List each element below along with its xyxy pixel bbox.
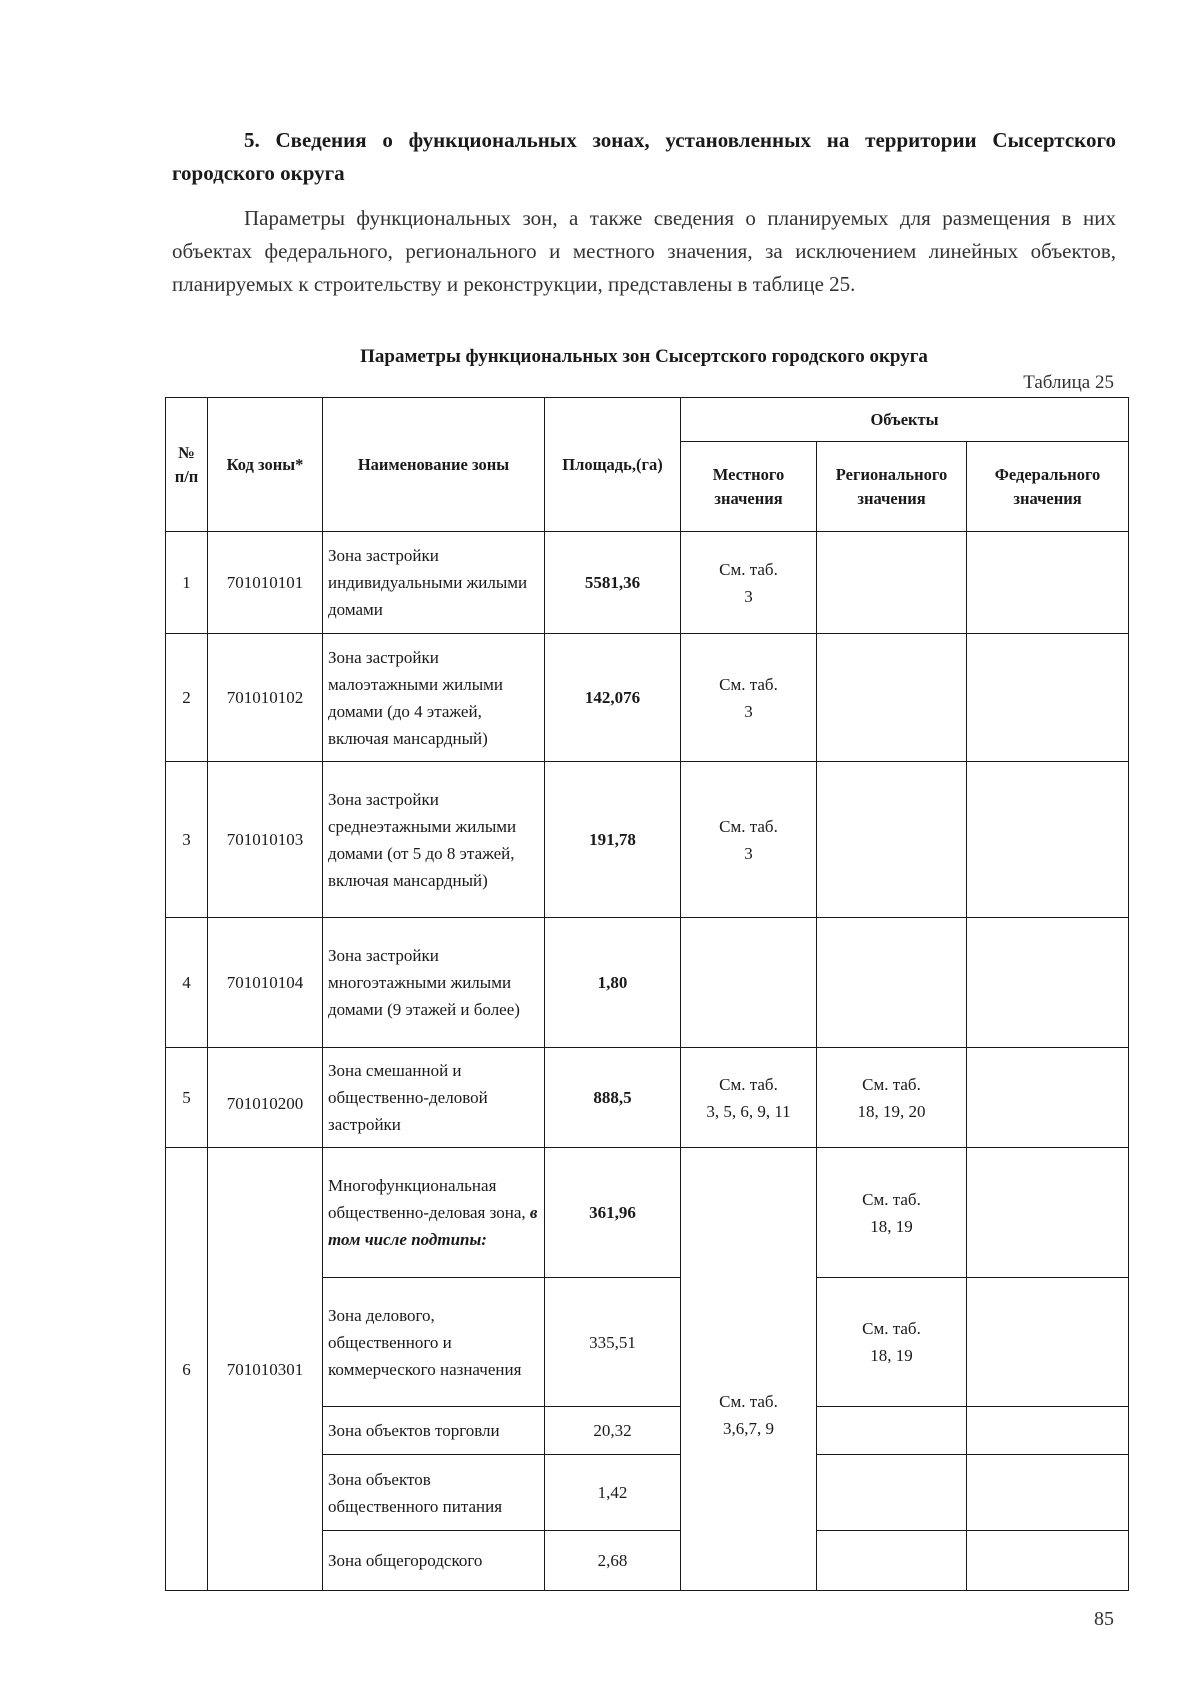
row-zone-name: Зона общегородского: [323, 1531, 545, 1591]
table-row: [166, 1148, 1129, 1278]
local-ref-line2: 3,6,7, 9: [723, 1419, 774, 1438]
row-local-ref: [681, 918, 817, 1048]
row-zone-name: Зона делового, общественного и коммерческого назначения: [323, 1278, 545, 1407]
row-area: 142,076: [545, 634, 681, 762]
row-federal-ref: [967, 762, 1129, 918]
header-area: Площадь,(га): [545, 398, 681, 532]
row-federal-ref: [967, 1531, 1129, 1591]
local-ref-line1: См. таб.: [719, 1392, 778, 1411]
row-area: 20,32: [545, 1407, 681, 1455]
row-zone-name: Зона застройки малоэтажными жилыми домами (до 4 этажей, включая мансардный): [323, 634, 545, 762]
header-name: Наименование зоны: [323, 398, 545, 532]
regional-ref-line1: См. таб.: [862, 1319, 921, 1338]
row-federal-ref: [967, 1048, 1129, 1148]
section-heading: 5. Сведения о функциональных зонах, установленных на территории Сысертского городского округа: [172, 128, 1116, 185]
row-num: 2: [166, 634, 208, 762]
table-caption: Параметры функциональных зон Сысертского городского округа: [360, 346, 928, 367]
table-row: [166, 532, 1129, 634]
row-local-ref: [681, 1048, 817, 1148]
zone-subtypes-note: в том числе подтипы:: [328, 1203, 538, 1249]
row-area: 335,51: [545, 1278, 681, 1407]
zone-name-text: Многофункциональная общественно-деловая зона,: [328, 1176, 526, 1222]
zones-table: [165, 397, 1129, 1591]
row-code: 701010102: [208, 634, 323, 762]
page-number: 85: [1094, 1608, 1114, 1630]
row-regional-ref: [817, 1048, 967, 1148]
regional-ref-line2: 18, 19: [870, 1216, 913, 1236]
table-row: [166, 634, 1129, 762]
header-regional: Регионального значения: [817, 442, 967, 532]
row-area: 1,42: [545, 1455, 681, 1531]
row-regional-ref: [817, 918, 967, 1048]
row-federal-ref: [967, 532, 1129, 634]
row-code: 701010200: [208, 1048, 323, 1148]
row-zone-name: [323, 1148, 545, 1278]
row-federal-ref: [967, 918, 1129, 1048]
local-ref-text: См. таб. 3: [719, 674, 778, 721]
row-regional-ref: [817, 1455, 967, 1531]
row-federal-ref: [967, 1455, 1129, 1531]
row-local-ref: [681, 532, 817, 634]
table-row: [166, 918, 1129, 1048]
row-area: 2,68: [545, 1531, 681, 1591]
row-regional-ref: [817, 762, 967, 918]
regional-ref-line2: 18, 19, 20: [857, 1101, 926, 1121]
row-regional-ref: [817, 1407, 967, 1455]
row-zone-name: Зона застройки индивидуальными жилыми домами: [323, 532, 545, 634]
row-code: 701010103: [208, 762, 323, 918]
table-row: [166, 762, 1129, 918]
row-area: 1,80: [545, 918, 681, 1048]
row-zone-name: Зона объектов общественного питания: [323, 1455, 545, 1531]
row-num: 4: [166, 918, 208, 1048]
row-area: 5581,36: [545, 532, 681, 634]
row-code: 701010104: [208, 918, 323, 1048]
row-federal-ref: [967, 1278, 1129, 1407]
row-local-ref: [681, 634, 817, 762]
row-federal-ref: [967, 634, 1129, 762]
table-row: [166, 1048, 1129, 1148]
row-area: 361,96: [545, 1148, 681, 1278]
row-code: 701010301: [208, 1148, 323, 1591]
regional-ref-line2: 18, 19: [870, 1346, 913, 1365]
local-ref-line2: 3, 5, 6, 9, 11: [706, 1101, 791, 1121]
header-num: № п/п: [166, 398, 208, 532]
intro-paragraph: Параметры функциональных зон, а также сведения о планируемых для размещения в них объектах федерального, регионального и местного значения, за исключением линейных объектов, планируемых к строительству и реконструкции, представлены в таблице 25.: [172, 206, 1116, 296]
row-regional-ref: [817, 634, 967, 762]
header-local: Местного значения: [681, 442, 817, 532]
header-code: Код зоны*: [208, 398, 323, 532]
regional-ref-line1: См. таб.: [862, 1189, 921, 1209]
row-local-ref: [681, 1148, 817, 1591]
row-area: 191,78: [545, 762, 681, 918]
header-federal: Федерального значения: [967, 442, 1129, 532]
header-objects: Объекты: [681, 398, 1129, 442]
row-num: 3: [166, 762, 208, 918]
local-ref-text: См. таб. 3: [719, 559, 778, 606]
row-regional-ref: [817, 1148, 967, 1278]
row-regional-ref: [817, 1531, 967, 1591]
row-zone-name: Зона смешанной и общественно-деловой застройки: [323, 1048, 545, 1148]
row-area: 888,5: [545, 1048, 681, 1148]
row-num: 1: [166, 532, 208, 634]
local-ref-line1: См. таб.: [719, 1074, 778, 1094]
row-zone-name: Зона застройки среднеэтажными жилыми домами (от 5 до 8 этажей, включая мансардный): [323, 762, 545, 918]
row-num: 5: [166, 1048, 208, 1148]
row-regional-ref: [817, 1278, 967, 1407]
row-federal-ref: [967, 1407, 1129, 1455]
local-ref-text: См. таб. 3: [719, 816, 778, 863]
row-code: 701010101: [208, 532, 323, 634]
row-zone-name: Зона застройки многоэтажными жилыми домами (9 этажей и более): [323, 918, 545, 1048]
row-regional-ref: [817, 532, 967, 634]
row-zone-name: Зона объектов торговли: [323, 1407, 545, 1455]
row-federal-ref: [967, 1148, 1129, 1278]
table-number: Таблица 25: [1023, 372, 1114, 393]
row-local-ref: [681, 762, 817, 918]
row-num: 6: [166, 1148, 208, 1591]
regional-ref-line1: См. таб.: [862, 1074, 921, 1094]
